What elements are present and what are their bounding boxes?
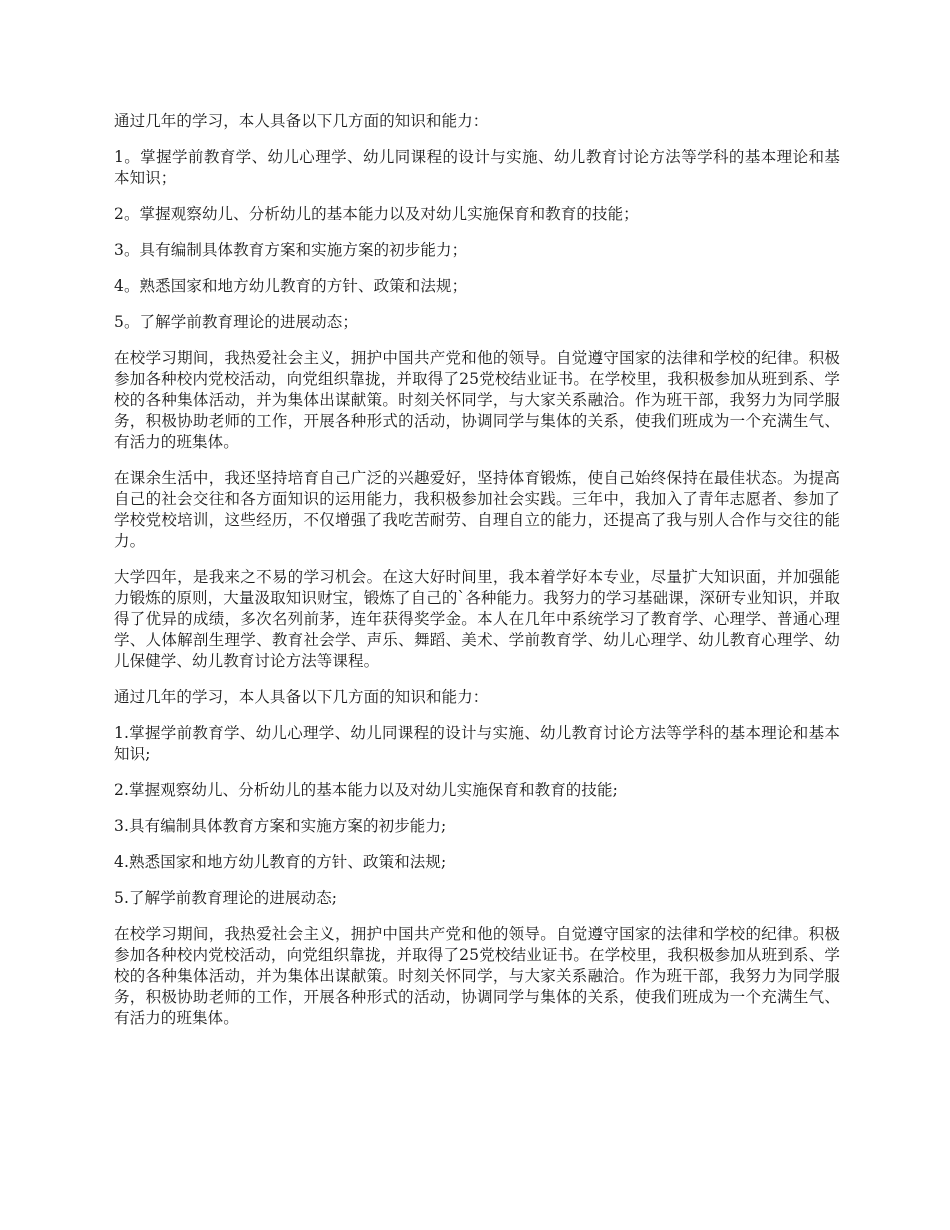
document-body xyxy=(114,111,840,1044)
intro-paragraph: 通过几年的学习，本人具备以下几方面的知识和能力： xyxy=(114,688,489,706)
body-paragraph: 大学四年，是我来之不易的学习机会。在这大好时间里，我本着学好本专业，尽量扩大知识面，并加强能力锻炼的原则，大量汲取知识财宝，锻炼了自己的`各种能力。我努力的学习基础课，深研专业知识，并取得了优异的成绩，多次名列前茅，连年获得奖学金。本人在几年中系统学习了教育学、心理学、普通心理学、人体解剖生理学、教育社会学、声乐、舞蹈、美术、学前教育学、幼儿心理学、幼儿教育心理学、幼儿保健学、幼儿教育讨论方法等课程。 xyxy=(114,568,840,670)
body-paragraph: 在课余生活中，我还坚持培育自己广泛的兴趣爱好，坚持体育锻炼，使自己始终保持在最佳状态。为提高自己的社会交往和各方面知识的运用能力，我积极参加社会实践。三年中，我加入了青年志愿者、参加了学校党校培训，这些经历，不仅增强了我吃苦耐劳、自理自立的能力，还提高了我与别人合作与交往的能力。 xyxy=(114,469,840,550)
list-item: 4。熟悉国家和地方幼儿教育的方针、政策和法规； xyxy=(114,277,468,295)
body-paragraph: 在校学习期间，我热爱社会主义，拥护中国共产党和他的领导。自觉遵守国家的法律和学校的纪律。积极参加各种校内党校活动，向党组织靠拢，并取得了25党校结业证书。在学校里，我积极参加从班到系、学校的各种集体活动，并为集体出谋献策。时刻关怀同学，与大家关系融洽。作为班干部，我努力为同学服务，积极协助老师的工作，开展各种形式的活动，协调同学与集体的关系，使我们班成为一个充满生气、有活力的班集体。 xyxy=(114,925,840,1027)
list-item: 2.掌握观察幼儿、分析幼儿的基本能力以及对幼儿实施保育和教育的技能; xyxy=(114,781,618,799)
list-item: 5。了解学前教育理论的进展动态； xyxy=(114,313,358,331)
intro-paragraph: 通过几年的学习，本人具备以下几方面的知识和能力： xyxy=(114,112,489,130)
list-item: 2。掌握观察幼儿、分析幼儿的基本能力以及对幼儿实施保育和教育的技能； xyxy=(114,205,639,223)
list-item: 3。具有编制具体教育方案和实施方案的初步能力； xyxy=(114,241,468,259)
list-item: 1.掌握学前教育学、幼儿心理学、幼儿同课程的设计与实施、幼儿教育讨论方法等学科的基本理论和基本知识; xyxy=(114,724,840,763)
list-item: 4.熟悉国家和地方幼儿教育的方针、政策和法规; xyxy=(114,853,447,871)
list-item: 1。掌握学前教育学、幼儿心理学、幼儿同课程的设计与实施、幼儿教育讨论方法等学科的基本理论和基本知识； xyxy=(114,148,840,187)
list-item: 5.了解学前教育理论的进展动态; xyxy=(114,889,338,907)
body-paragraph: 在校学习期间，我热爱社会主义，拥护中国共产党和他的领导。自觉遵守国家的法律和学校的纪律。积极参加各种校内党校活动，向党组织靠拢，并取得了25党校结业证书。在学校里，我积极参加从班到系、学校的各种集体活动，并为集体出谋献策。时刻关怀同学，与大家关系融洽。作为班干部，我努力为同学服务，积极协助老师的工作，开展各种形式的活动，协调同学与集体的关系，使我们班成为一个充满生气、有活力的班集体。 xyxy=(114,349,840,451)
list-item: 3.具有编制具体教育方案和实施方案的初步能力; xyxy=(114,817,447,835)
